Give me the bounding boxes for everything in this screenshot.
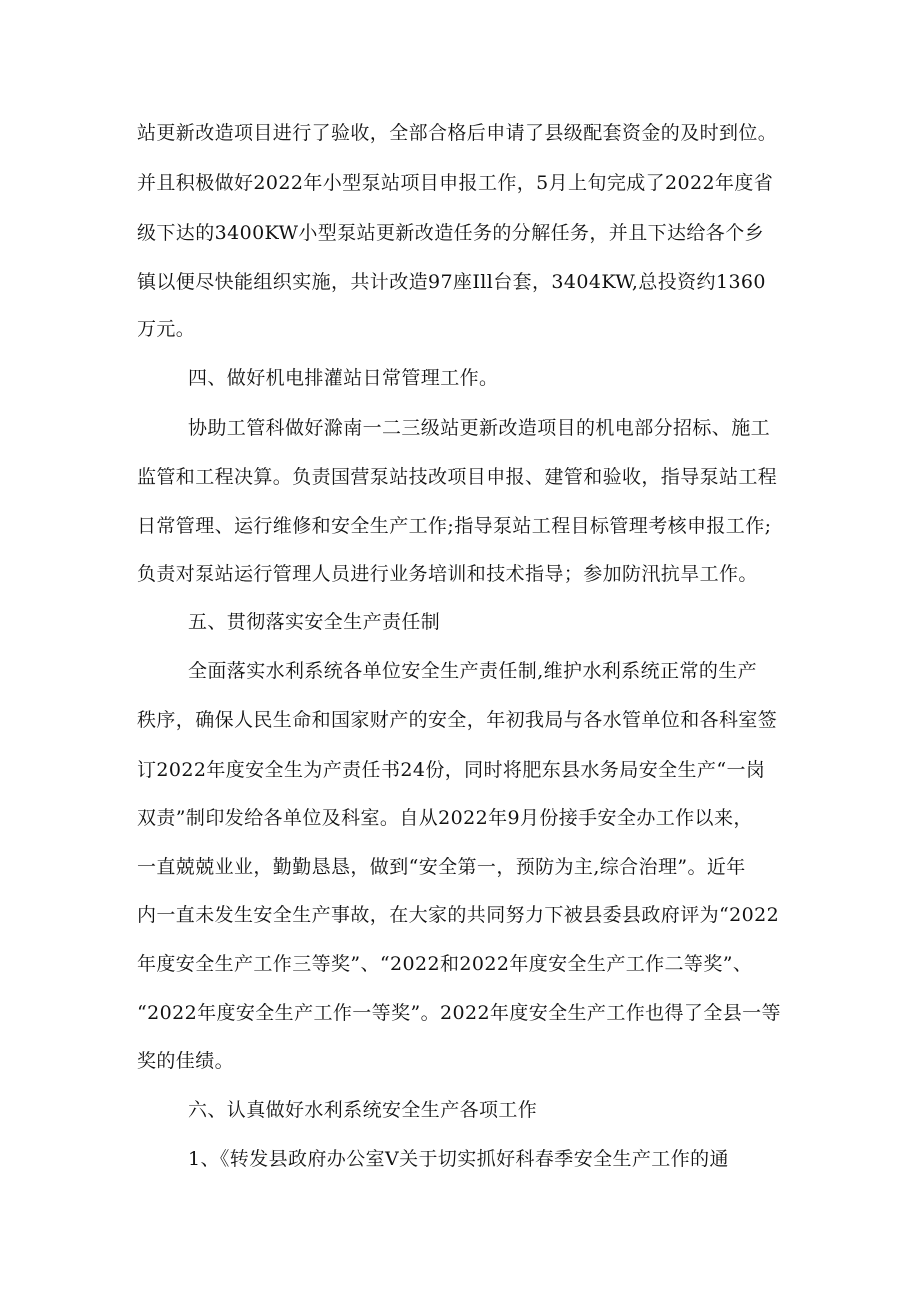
text-line: 站更新改造项目进行了验收，全部合格后申请了县级配套资金的及时到位。 xyxy=(137,122,778,144)
text-line: 镇以便尽快能组织实施，共计改造97座Ill台套，3404KW,总投资约1360 xyxy=(137,271,766,293)
text-line: 订2022年度安全生为产责任书24份，同时将肥东县水务局安全生产“一岗 xyxy=(137,759,766,781)
section-heading: 六、认真做好水利系统安全生产各项工作 xyxy=(188,1099,538,1121)
text-line: 日常管理、运行维修和安全生产工作;指导泵站工程目标管理考核申报工作; xyxy=(137,515,772,537)
text-line: 级下达的3400KW小型泵站更新改造任务的分解任务，并且下达给各个乡 xyxy=(137,222,765,244)
text-line: 监管和工程决算。负责国营泵站技改项目申报、建管和验收，指导泵站工程 xyxy=(137,466,778,488)
text-line: 负责对泵站运行管理人员进行业务培训和技术指导；参加防汛抗旱工作。 xyxy=(137,563,758,585)
text-line: 奖的佳绩。 xyxy=(137,1050,235,1072)
text-line: 全面落实水利系统各单位安全生产责任制,维护水利系统正常的生产 xyxy=(188,660,758,682)
text-line: 年度安全生产工作三等奖”、“2022和2022年度安全生产工作二等奖”、 xyxy=(137,953,753,975)
text-line: “2022年度安全生产工作一等奖”。2022年度安全生产工作也得了全县一等 xyxy=(137,1002,781,1024)
text-line: 双责”制印发给各单位及科室。自从2022年9月份接手安全办工作以来， xyxy=(137,807,753,829)
text-line: 内一直未发生安全生产事故，在大家的共同努力下被县委县政府评为“2022 xyxy=(137,904,780,926)
text-line: 1、《转发县政府办公室V关于切实抓好科春季安全生产工作的通 xyxy=(188,1148,729,1170)
text-line: 并且积极做好2022年小型泵站项目申报工作，5月上旬完成了2022年度省 xyxy=(137,172,774,194)
text-line: 万元。 xyxy=(137,318,196,340)
text-line: 秩序，确保人民生命和国家财产的安全，年初我局与各水管单位和各科室签 xyxy=(137,709,778,731)
text-line: 协助工管科做好滁南一二三级站更新改造项目的机电部分招标、施工 xyxy=(188,417,771,439)
section-heading: 四、做好机电排灌站日常管理工作。 xyxy=(188,367,499,389)
section-heading: 五、贯彻落实安全生产责任制 xyxy=(188,611,441,633)
text-line: 一直兢兢业业，勤勤恳恳，做到“安全第一，预防为主,综合治理”。近年 xyxy=(137,856,746,878)
